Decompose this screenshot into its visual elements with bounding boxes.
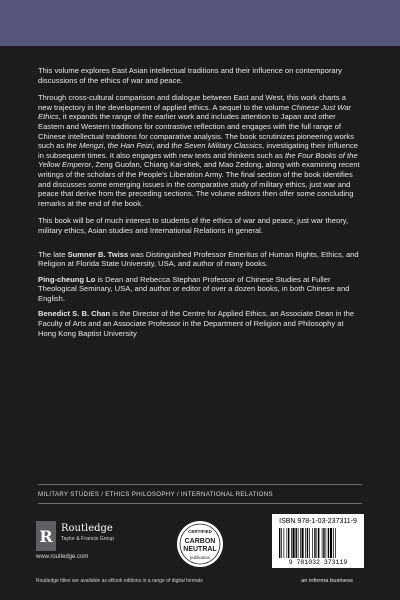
carbon-neutral-seal-icon [176,520,224,568]
author-bio [38,275,362,304]
author-bio [38,250,362,269]
blurb-description [38,93,362,208]
carbon-seal-bottom: publication [189,555,211,560]
ebook-note: Routledge titles are available as eBook editions in a range of digital formats [36,578,203,584]
book-title-ref: the Mengzi [66,141,104,151]
carbon-seal-top: CERTIFIED [188,529,212,534]
author-name: Ping-cheung Lo [38,274,96,284]
blurb-intro: This volume explores East Asian intellectual traditions and their influence on contemporary discussions of the ethics of war and peace. [38,66,342,85]
blurb-text: , [103,141,108,151]
blurb-text: Through cross-cultural comparison and dialogue between East and West, this work charts a new trajectory in the development of applied ethics. A sequel to the volume [38,93,346,112]
author-bio-text: is the Director of the Centre for Applied Ethics, an Associate Dean in the Faculty of Arts and an Associate Professor in the Department of Religion and Philosophy at Hong Kong Baptist University [38,309,355,338]
book-title-ref: Chinese Just War Ethics [38,102,352,122]
author-bio [38,309,362,338]
top-color-band [0,0,400,46]
blurb-text: , Zeng Guofan, Chiang Kai-shek, and Mao Zedong, along with examining recent writings of the scholars of the People's Liberation Army. The final section of the book identifies and discusses some emerging issues in the comparative study of military ethics, just war and peace that derive from the preceding sections. The volume editors then offer some concluding remarks at the end of the book. [38,160,360,208]
divider [38,503,362,504]
book-title-ref: the Four Books of the Yellow Emperor [38,150,358,170]
book-title-ref: the Seven Military Classics [171,141,263,151]
author-name: Benedict S. B. Chan [38,309,111,319]
author-bio-text: is Dean and Rebecca Stephan Professor of Chinese Studies at Fuller Theological Seminary, USA, and author or editor of over a dozen books, in both Chinese and English. [38,274,350,303]
routledge-logo-icon: R [36,521,56,551]
isbn-label: ISBN 978-1-03-237311-9 [279,518,357,525]
informa-tagline: an informa business [301,578,353,584]
carbon-seal-word1: CARBON [184,538,216,545]
publisher-url: www.routledge.com [36,554,89,560]
book-title-ref: the Han Feizi [107,141,153,151]
blurb-text: , investigating their influence in subsequent times. It also engages with new texts and thinkers such as [38,141,358,160]
carbon-seal-word2: NEUTRAL [183,546,217,553]
publisher-group: Taylor & Francis Group [61,536,115,542]
subject-categories: MILITARY STUDIES / ETHICS PHILOSOPHY / INTERNATIONAL RELATIONS [38,491,273,498]
isbn-barcode-box [272,514,364,568]
barcode-number: 9 781032 373119 [288,559,348,566]
publisher-name: Routledge [61,523,113,534]
blurb-text: , and [152,141,172,151]
author-name: Sumner B. Twiss [67,249,129,259]
blurb-text: , it expands the range of the earlier work and includes attention to Japan and other Eastern and Western traditions for contrastive reflection and engages with the full range of Chinese intellectual traditions for comparative analysis. The book scrutinizes pioneering works such as [38,112,355,151]
barcode-icon [278,528,358,558]
blurb-audience: This book will be of much interest to students of the ethics of war and peace, just war theory, military ethics, Asian studies and International Relations in general. [38,216,349,235]
divider [38,484,362,485]
back-cover-text [38,66,362,344]
author-bio-prefix: The late [38,249,68,259]
author-bio-text: was Distinguished Professor Emeritus of Human Rights, Ethics, and Religion at Florida State University, USA, and author of many books. [38,249,359,269]
